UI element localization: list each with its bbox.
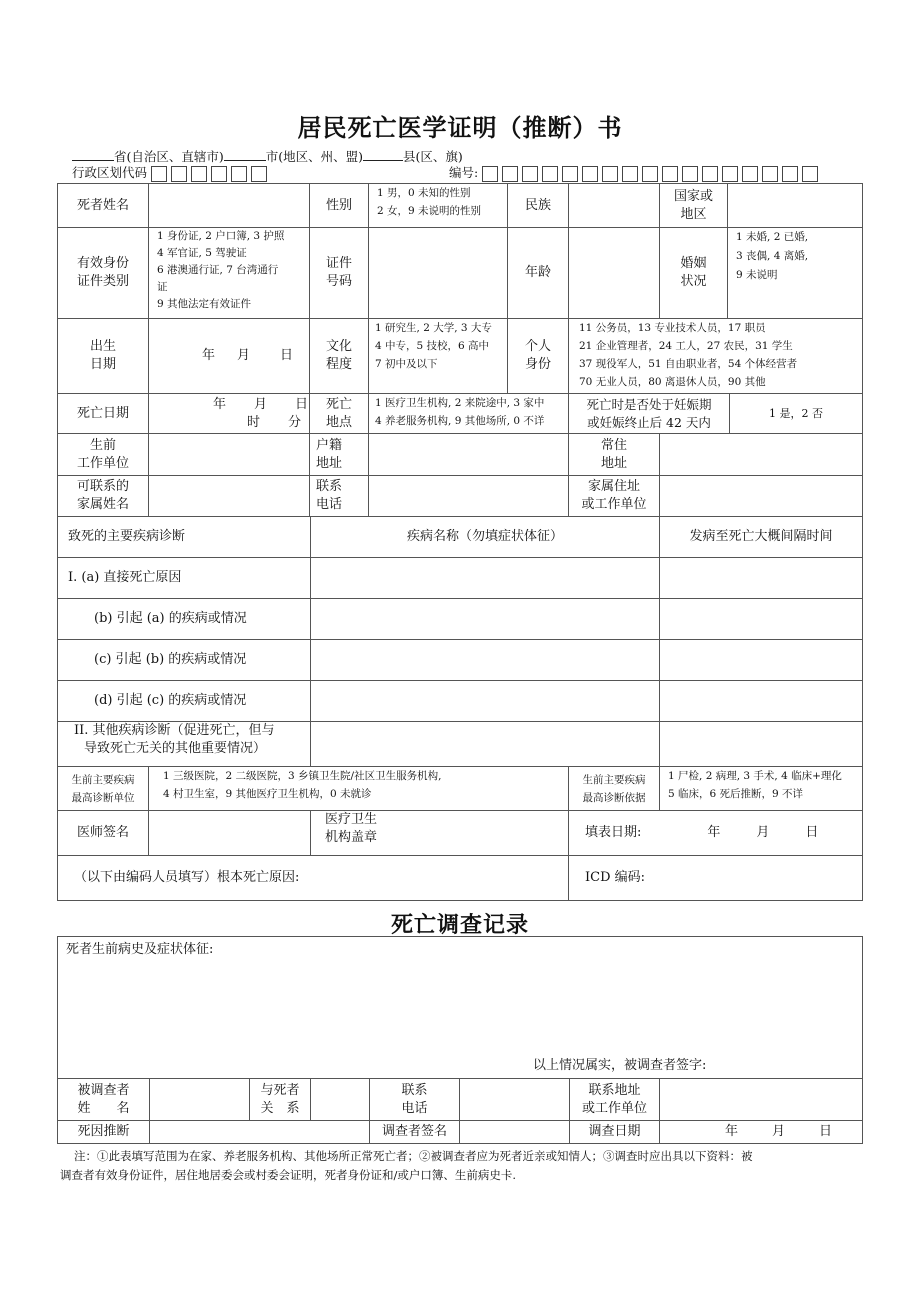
county-label: 县(区、旗) <box>403 149 463 164</box>
serial-number-box[interactable] <box>642 166 658 182</box>
work-unit-label <box>57 433 149 476</box>
serial-boxes <box>482 166 818 182</box>
cause-c-interval-field[interactable] <box>659 639 863 681</box>
institution-stamp-label <box>310 810 569 856</box>
serial-number-box[interactable] <box>702 166 718 182</box>
investigator-signature-label: 调查者签名 <box>369 1120 460 1144</box>
occupation-option-2: 21 企业管理者，24 工人，27 农民，31 学生 <box>579 340 793 352</box>
family-address-label-2: 或工作单位 <box>581 497 647 512</box>
country-label-1: 国家或 <box>673 188 713 204</box>
fill-date-field[interactable] <box>568 810 863 856</box>
survey-address-label <box>569 1078 660 1121</box>
form-title: 居民死亡医学证明（推断）书 <box>297 114 623 142</box>
relation-label-1: 与死者 <box>260 1082 300 1098</box>
respondent-name-label <box>57 1078 150 1121</box>
notes-line-2: 调查者有效身份证件，居住地居委会或村委会证明，死者身份证和/或户口簿、生前病史卡. <box>60 1168 517 1182</box>
id-option-4: 证 <box>157 281 168 293</box>
phone-label-1: 联系 <box>316 479 343 494</box>
birth-label-1: 出生 <box>89 339 116 354</box>
residence-label-2: 地址 <box>600 455 627 471</box>
diagnosis-basis-option-1: 1 尸检, 2 病理, 3 手术, 4 临床+理化 <box>668 770 842 782</box>
city-input[interactable] <box>224 148 266 161</box>
marital-label <box>659 227 728 319</box>
occupation-option-1: 11 公务员，13 专业技术人员，17 职员 <box>579 322 766 334</box>
icd-code-field[interactable] <box>568 855 863 901</box>
admin-code-label: 行政区划代码 <box>72 165 148 180</box>
ethnicity-field[interactable] <box>568 183 660 228</box>
occupation-option-4: 70 无业人员，80 离退休人员，90 其他 <box>579 376 766 388</box>
education-label-1: 文化 <box>325 339 352 354</box>
country-label <box>659 183 728 228</box>
fill-date-label: 填表日期: <box>585 825 642 840</box>
serial-number-box[interactable] <box>602 166 618 182</box>
investigator-signature-field[interactable] <box>459 1120 570 1144</box>
cause-inference-label: 死因推断 <box>57 1120 150 1144</box>
death-hour-label: 时 <box>247 415 261 430</box>
admin-code-box[interactable] <box>171 166 187 182</box>
ethnicity-label: 民族 <box>507 183 569 228</box>
survey-address-field[interactable] <box>659 1078 863 1121</box>
diagnosis-basis-label <box>568 766 660 811</box>
name-field[interactable] <box>148 183 310 228</box>
province-label: 省(自治区、直辖市) <box>114 149 224 164</box>
underlying-cause-field[interactable] <box>57 855 569 901</box>
diagnosis-basis-label-1: 生前主要疾病 <box>582 773 646 786</box>
province-input[interactable] <box>72 148 114 161</box>
serial-number-box[interactable] <box>782 166 798 182</box>
other-diagnosis-disease-field[interactable] <box>310 721 660 767</box>
interval-header: 发病至死亡大概间隔时间 <box>659 516 863 558</box>
id-option-3: 6 港澳通行证, 7 台湾通行 <box>157 264 279 276</box>
birth-date-field[interactable] <box>148 318 310 394</box>
diagnosis-unit-label-1: 生前主要疾病 <box>71 773 135 786</box>
gender-option-2: 2 女，9 未说明的性别 <box>377 205 482 217</box>
admin-code-box[interactable] <box>231 166 247 182</box>
pregnancy-label <box>568 393 730 434</box>
family-name-label-1: 可联系的 <box>76 479 129 494</box>
notes <box>60 1147 860 1185</box>
cause-c-disease-field[interactable] <box>310 639 660 681</box>
serial-number-box[interactable] <box>502 166 518 182</box>
diagnosis-basis-label-2: 最高诊断依据 <box>582 791 646 804</box>
serial-number-box[interactable] <box>682 166 698 182</box>
work-unit-label-1: 生前 <box>89 437 116 453</box>
admin-code-box[interactable] <box>151 166 167 182</box>
hukou-label-2: 地址 <box>316 455 343 471</box>
serial-number-box[interactable] <box>722 166 738 182</box>
death-date-field[interactable] <box>148 393 310 434</box>
cause-d-label: (d) 引起 (c) 的疾病或情况 <box>57 680 311 722</box>
other-diagnosis-interval-field[interactable] <box>659 721 863 767</box>
marital-option-3: 9 未说明 <box>736 269 778 281</box>
relation-label-2: 关 系 <box>260 1100 300 1116</box>
education-options[interactable] <box>368 318 508 394</box>
occupation-options[interactable] <box>568 318 863 394</box>
cause-d-disease-field[interactable] <box>310 680 660 722</box>
county-input[interactable] <box>363 148 403 161</box>
residence-field[interactable] <box>659 433 863 476</box>
pregnancy-label-2: 或妊娠终止后 42 天内 <box>587 414 711 430</box>
phone-label-2: 电话 <box>316 497 343 512</box>
cause-a-interval-field[interactable] <box>659 557 863 599</box>
occupation-label-1: 个人 <box>524 339 551 354</box>
survey-address-label-2: 或工作单位 <box>581 1100 647 1116</box>
age-label: 年龄 <box>507 227 569 319</box>
cause-c-label: (c) 引起 (b) 的疾病或情况 <box>57 639 311 681</box>
id-type-label-2: 证件类别 <box>76 274 129 289</box>
diagnosis-basis-option-2: 5 临床，6 死后推断，9 不详 <box>668 788 804 800</box>
family-address-label <box>568 475 660 517</box>
diagnosis-header: 致死的主要疾病诊断 <box>57 516 311 558</box>
notes-line-1: 注：①此表填写范围为在家、养老服务机构、其他场所正常死亡者；②被调查者应为死者近亲或知情人；③调查时应出具以下资料：被 <box>74 1149 753 1163</box>
survey-title: 死亡调查记录 <box>390 913 529 938</box>
survey-address-label-1: 联系地址 <box>588 1082 641 1098</box>
disease-name-header: 疾病名称（勿填症状体征） <box>310 516 660 558</box>
admin-code-box[interactable] <box>191 166 207 182</box>
education-label <box>309 318 369 394</box>
residence-label-1: 常住 <box>600 437 627 453</box>
death-date-label: 死亡日期 <box>57 393 149 434</box>
serial-number-box[interactable] <box>802 166 818 182</box>
survey-date-field[interactable] <box>659 1120 863 1144</box>
other-diagnosis-label <box>57 721 311 767</box>
doctor-signature-label: 医师签名 <box>57 810 149 856</box>
residence-label <box>568 433 660 476</box>
relation-field[interactable] <box>310 1078 370 1121</box>
marital-label-1: 婚姻 <box>680 256 707 271</box>
serial-label: 编号: <box>449 165 479 180</box>
diagnosis-unit-label <box>57 766 149 811</box>
serial-number-box[interactable] <box>662 166 678 182</box>
fill-day-label: 日 <box>805 825 819 840</box>
family-address-field[interactable] <box>659 475 863 517</box>
serial-number-box[interactable] <box>522 166 538 182</box>
family-name-field[interactable] <box>148 475 310 517</box>
hukou-label <box>309 433 369 476</box>
survey-day-label: 日 <box>818 1124 832 1139</box>
admin-code-box[interactable] <box>251 166 267 182</box>
id-number-field[interactable] <box>368 227 508 319</box>
cause-d-interval-field[interactable] <box>659 680 863 722</box>
other-diagnosis-label-1: II. 其他疾病诊断（促进死亡，但与 <box>74 723 275 738</box>
id-type-label-1: 有效身份 <box>76 256 129 271</box>
death-minute-label: 分 <box>288 415 302 430</box>
serial-line <box>449 163 818 182</box>
admin-code-box[interactable] <box>211 166 227 182</box>
serial-number-box[interactable] <box>582 166 598 182</box>
survey-month-label: 月 <box>771 1124 785 1139</box>
other-diagnosis-label-2: 导致死亡无关的其他重要情况） <box>84 741 267 756</box>
admin-code-line <box>72 163 267 182</box>
family-name-label <box>57 475 149 517</box>
phone-field[interactable] <box>368 475 569 517</box>
gender-options[interactable] <box>368 183 508 228</box>
education-option-3: 7 初中及以下 <box>375 358 438 370</box>
medical-history-field[interactable] <box>57 936 863 1079</box>
serial-number-box[interactable] <box>622 166 638 182</box>
marital-label-2: 状况 <box>680 274 707 289</box>
birth-label <box>57 318 149 394</box>
diagnosis-unit-option-2: 4 村卫生室，9 其他医疗卫生机构，0 未就诊 <box>163 788 372 800</box>
family-name-label-2: 家属姓名 <box>76 497 129 512</box>
marital-options[interactable] <box>727 227 863 319</box>
name-label: 死者姓名 <box>57 183 149 228</box>
survey-phone-label-1: 联系 <box>401 1082 428 1098</box>
occupation-label <box>507 318 569 394</box>
id-option-2: 4 军官证, 5 驾驶证 <box>157 247 247 259</box>
birth-year-label: 年 <box>201 348 215 363</box>
id-option-1: 1 身份证, 2 户口簿, 3 护照 <box>157 230 285 242</box>
survey-year-label: 年 <box>724 1124 738 1139</box>
diagnosis-unit-option-1: 1 三级医院，2 二级医院，3 乡镇卫生院/社区卫生服务机构, <box>163 770 442 782</box>
fill-year-label: 年 <box>707 825 721 840</box>
institution-stamp-label-1: 医疗卫生 <box>325 812 378 827</box>
marital-option-2: 3 丧偶, 4 离婚, <box>736 250 809 262</box>
gender-label: 性别 <box>309 183 369 228</box>
id-option-5: 9 其他法定有效证件 <box>157 298 252 310</box>
admin-code-boxes <box>151 166 267 182</box>
family-address-label-1: 家属住址 <box>587 479 640 494</box>
cause-b-interval-field[interactable] <box>659 598 863 640</box>
diagnosis-unit-options[interactable] <box>148 766 569 811</box>
birth-month-label: 月 <box>236 348 250 363</box>
diagnosis-basis-options[interactable] <box>659 766 863 811</box>
hukou-field[interactable] <box>368 433 569 476</box>
cause-inference-field[interactable] <box>149 1120 370 1144</box>
cause-a-label: I. (a) 直接死亡原因 <box>57 557 311 599</box>
phone-label <box>309 475 369 517</box>
serial-number-box[interactable] <box>542 166 558 182</box>
underlying-cause-label: （以下由编码人员填写）根本死亡原因: <box>74 870 300 885</box>
serial-number-box[interactable] <box>482 166 498 182</box>
pregnancy-options[interactable]: 1 是，2 否 <box>729 393 863 434</box>
death-day-label: 日 <box>295 397 309 412</box>
cause-b-label: (b) 引起 (a) 的疾病或情况 <box>57 598 311 640</box>
cause-b-disease-field[interactable] <box>310 598 660 640</box>
birth-day-label: 日 <box>279 348 293 363</box>
death-place-label-1: 死亡 <box>325 396 352 412</box>
work-unit-label-2: 工作单位 <box>76 455 129 471</box>
serial-number-box[interactable] <box>762 166 778 182</box>
respondent-confirm-label: 以上情况属实，被调查者签字: <box>533 1058 707 1073</box>
death-place-label-2: 地点 <box>325 414 352 430</box>
marital-option-1: 1 未婚, 2 已婚, <box>736 231 809 243</box>
survey-phone-label <box>369 1078 460 1121</box>
death-month-label: 月 <box>254 397 268 412</box>
relation-label <box>249 1078 311 1121</box>
birth-label-2: 日期 <box>89 357 116 372</box>
age-field[interactable] <box>568 227 660 319</box>
education-option-2: 4 中专，5 技校，6 高中 <box>375 340 490 352</box>
diagnosis-unit-label-2: 最高诊断单位 <box>71 791 135 804</box>
respondent-name-field[interactable] <box>149 1078 250 1121</box>
occupation-option-3: 37 现役军人，51 自由职业者，54 个体经营者 <box>579 358 798 370</box>
survey-date-label: 调查日期 <box>569 1120 660 1144</box>
id-number-label <box>309 227 369 319</box>
icd-code-label: ICD 编码: <box>585 870 646 885</box>
gender-option-1: 1 男，0 未知的性别 <box>377 187 471 199</box>
cause-a-disease-field[interactable] <box>310 557 660 599</box>
city-label: 市(地区、州、盟) <box>265 149 364 164</box>
id-type-label <box>57 227 149 319</box>
doctor-signature-field[interactable] <box>148 810 311 856</box>
respondent-name-label-2: 姓 名 <box>77 1100 130 1116</box>
id-number-label-1: 证件 <box>325 256 352 271</box>
institution-stamp-label-2: 机构盖章 <box>325 830 378 845</box>
death-year-label: 年 <box>213 397 227 412</box>
survey-phone-field[interactable] <box>459 1078 570 1121</box>
death-place-option-2: 4 养老服务机构, 9 其他场所, 0 不详 <box>375 415 545 427</box>
id-number-label-2: 号码 <box>325 274 352 289</box>
id-type-options[interactable] <box>148 227 310 319</box>
death-place-label <box>309 393 369 434</box>
country-field[interactable] <box>727 183 863 228</box>
pregnancy-label-1: 死亡时是否处于妊娠期 <box>586 396 712 412</box>
death-place-options[interactable] <box>368 393 569 434</box>
fill-month-label: 月 <box>756 825 770 840</box>
education-option-1: 1 研究生, 2 大学, 3 大专 <box>375 322 492 334</box>
medical-history-label: 死者生前病史及症状体征: <box>66 942 214 957</box>
serial-number-box[interactable] <box>742 166 758 182</box>
hukou-label-1: 户籍 <box>316 437 343 453</box>
death-place-option-1: 1 医疗卫生机构, 2 来院途中, 3 家中 <box>375 397 545 409</box>
survey-phone-label-2: 电话 <box>401 1100 428 1116</box>
work-unit-field[interactable] <box>148 433 310 476</box>
serial-number-box[interactable] <box>562 166 578 182</box>
education-label-2: 程度 <box>325 357 352 372</box>
respondent-name-label-1: 被调查者 <box>77 1082 130 1098</box>
occupation-label-2: 身份 <box>524 357 551 372</box>
country-label-2: 地区 <box>680 206 707 222</box>
